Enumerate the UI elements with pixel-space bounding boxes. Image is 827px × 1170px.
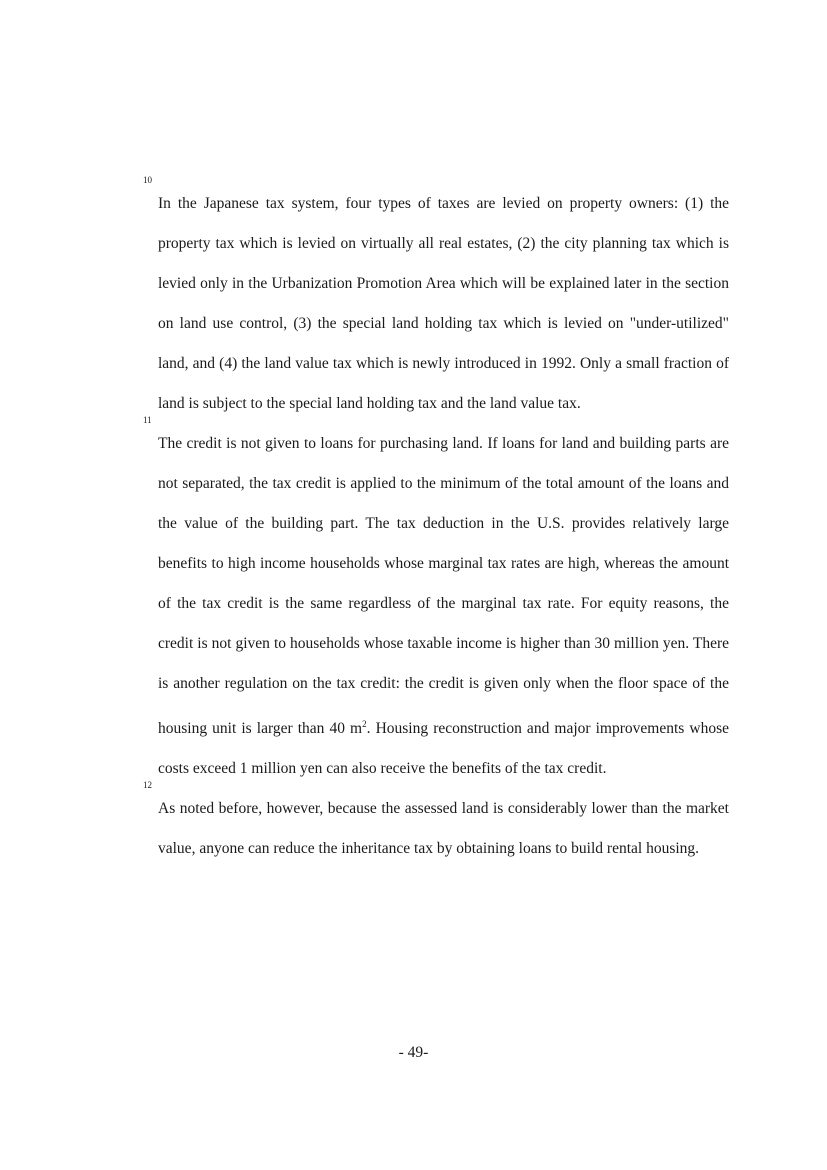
- footnote-marker: 11: [143, 415, 152, 425]
- footnote-text: The credit is not given to loans for purchasing land. If loans for land and building parts are not separated, the tax credit is applied to the minimum of the total amount of the loans and the value of the building part. The tax deduction in the U.S. provides relatively large benefits to high income households whose marginal tax rates are high, whereas the amount of the tax credit is the same regardless of the marginal tax rate. For equity reasons, the credit is not given to households whose taxable income is higher than 30 million yen. There is another regulation on the tax credit: the credit is given only when the floor space of the housing unit is larger than 40 m: [158, 435, 729, 738]
- footnote-text: In the Japanese tax system, four types of taxes are levied on property owners: (1) the property tax which is levied on virtually all real estates, (2) the city planning tax which is levied only in the Urbanization Promotion Area which will be explained later in the section on land use control, (3) the special land holding tax which is levied on "under-utilized" land, and (4) the land value tax which is newly introduced in 1992. Only a small fraction of land is subject to the special land holding tax and the land value tax.: [158, 195, 729, 412]
- superscript: 2: [362, 719, 367, 729]
- footnote-marker: 12: [143, 780, 152, 791]
- footnote-12: [143, 780, 729, 869]
- footnotes-section: [143, 175, 729, 869]
- footnote-text: As noted before, however, because the assessed land is considerably lower than the market value, anyone can reduce the inheritance tax by obtaining loans to build rental housing.: [158, 800, 729, 858]
- page-number: - 49-: [398, 1044, 429, 1061]
- footnote-marker: 10: [143, 175, 152, 185]
- footnote-text-continued: . Housing reconstruction and major improvements whose costs exceed 1 million yen can also receive the benefits of the tax credit.: [158, 720, 729, 778]
- footnote-11: [143, 415, 729, 789]
- footnote-10: [143, 175, 729, 424]
